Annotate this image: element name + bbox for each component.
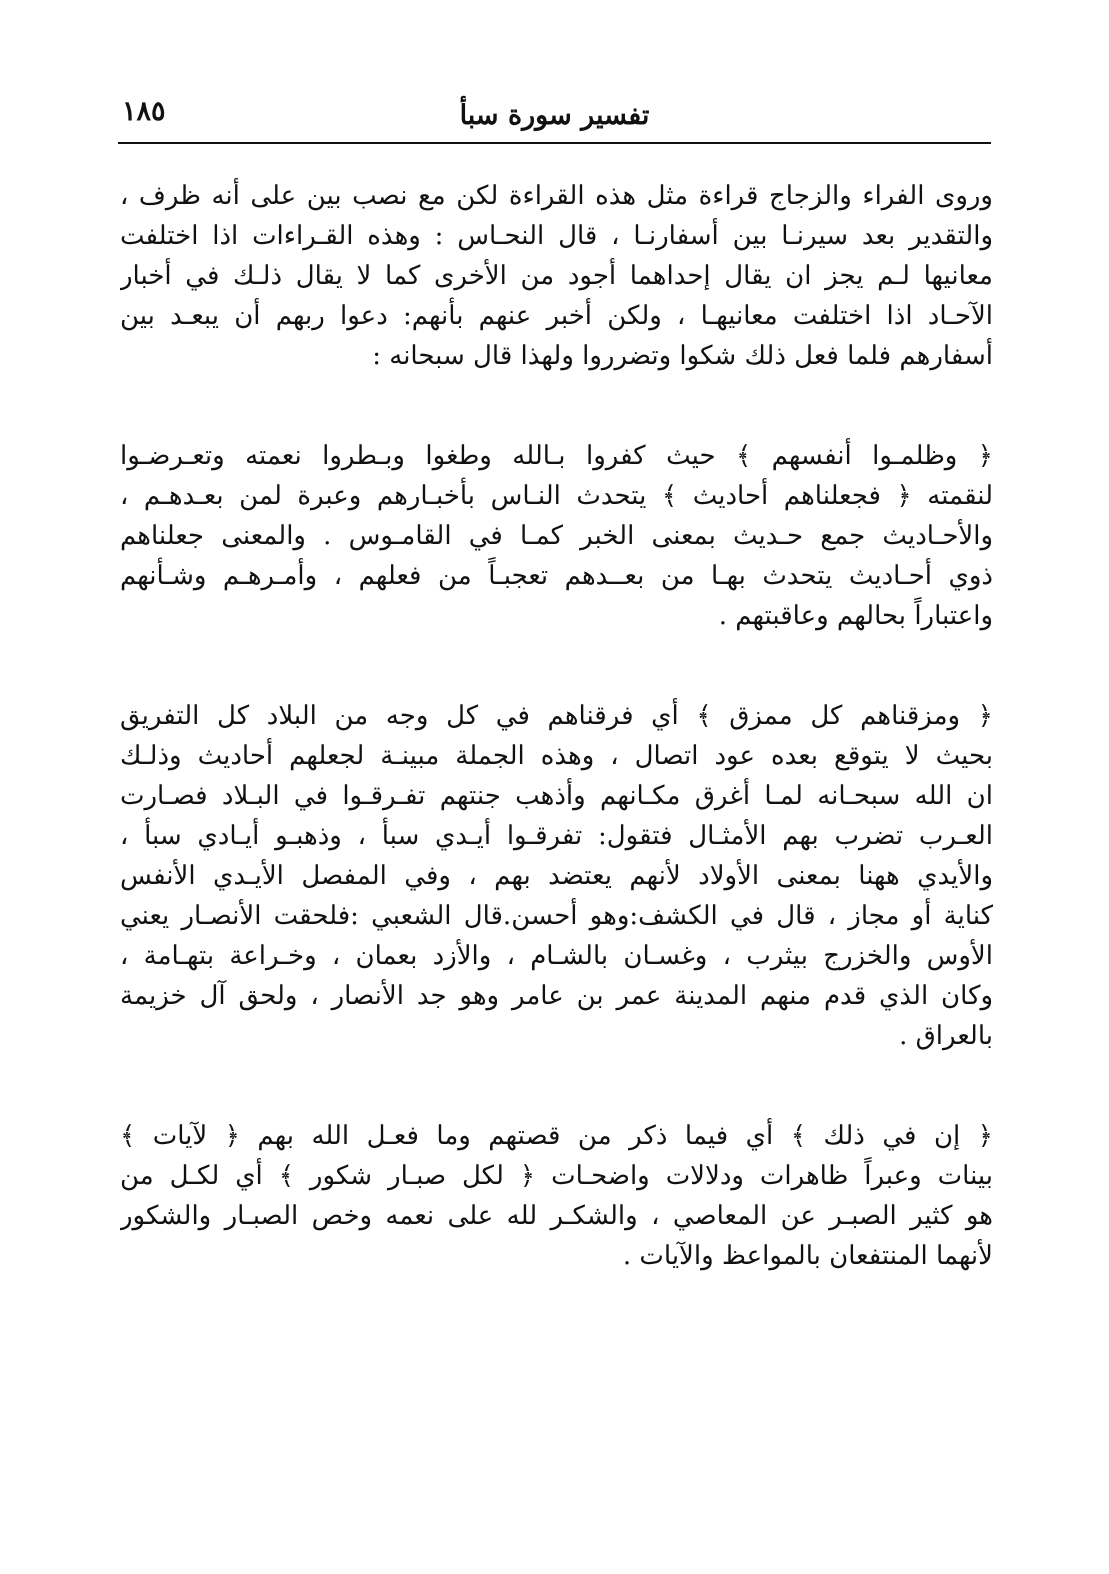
text-line: العـرب تضرب بهم الأمثـال فتقول: تفرقـوا أيـدي سبأ ، وذهبـو أيـادي سبأ ، [120, 821, 993, 851]
text-line: معانيها لـم يجز ان يقال إحداهما أجود من الأخرى كما لا يقال ذلـك في أخبار [120, 261, 993, 291]
text-line: ﴿ وظلمـوا أنفسهم ﴾ حيث كفروا بـالله وطغوا وبـطروا نعمته وتعـرضـوا [120, 441, 993, 471]
text-line: الأوس والخزرج بيثرب ، وغسـان بالشـام ، والأزد بعمان ، وخـراعة بتهـامة ، [120, 941, 993, 971]
text-line: ذوي أحـاديث يتحدث بهـا من بعــدهم تعجبـاً من فعلهم ، وأمـرهـم وشـأنهم [120, 561, 993, 591]
text-line: بالعراق . [899, 1021, 993, 1051]
paragraph-2 [120, 436, 993, 636]
text-line: واعتباراً بحالهم وعاقبتهم . [718, 601, 993, 631]
running-title: تفسير سورة سبأ [459, 100, 650, 131]
text-line: والتقدير بعد سيرنـا بين أسفارنـا ، قال النحـاس : وهذه القـراءات اذا اختلفت [120, 221, 993, 251]
page-body [120, 176, 993, 1276]
page-number: ١٨٥ [122, 96, 166, 127]
paragraph-1 [120, 176, 993, 376]
text-line: بينات وعبراً ظاهرات ودلالات واضحـات ﴿ لكل صبـار شكور ﴾ أي لكـل من [120, 1161, 993, 1191]
text-line: كناية أو مجاز ، قال في الكشف:وهو أحسن.قال الشعبي :فلحقت الأنصـار يعني [120, 901, 993, 931]
text-line: ﴿ ومزقناهم كل ممزق ﴾ أي فرقناهم في كل وجه من البلاد كل التفريق [120, 701, 993, 731]
header-rule [118, 142, 991, 144]
text-line: ﴿ إن في ذلك ﴾ أي فيما ذكر من قصتهم وما فعـل الله بهم ﴿ لآيات ﴾ [120, 1121, 993, 1151]
text-line: بحيث لا يتوقع بعده عود اتصال ، وهذه الجملة مبينـة لجعلهم أحاديث وذلـك [120, 741, 993, 771]
text-line: هو كثير الصبـر عن المعاصي ، والشكـر لله على نعمه وخص الصبـار والشكور [120, 1201, 993, 1231]
text-line: وكان الذي قدم منهم المدينة عمر بن عامر وهو جد الأنصار ، ولحق آل خزيمة [120, 981, 993, 1011]
text-line: لأنهما المنتفعان بالمواعظ والآيات . [622, 1241, 993, 1271]
text-line: الآحـاد اذا اختلفت معانيهـا ، ولكن أخبر عنهم بأنهم: دعوا ربهم أن يبعـد بين [120, 301, 993, 331]
text-line: والأيدي ههنا بمعنى الأولاد لأنهم يعتضد بهم ، وفي المفصل الأيـدي الأنفس [120, 861, 993, 891]
text-line: وروى الفراء والزجاج قراءة مثل هذه القراءة لكن مع نصب بين على أنه ظرف ، [120, 181, 993, 211]
page-header [118, 88, 991, 136]
paragraph-4 [120, 1116, 993, 1276]
text-line: والأحـاديث جمع حـديث بمعنى الخبر كمـا في القامـوس . والمعنى جعلناهم [120, 521, 993, 551]
text-line: ان الله سبحـانه لمـا أغرق مكـانهم وأذهب جنتهم تفـرقـوا في البـلاد فصـارت [120, 781, 993, 811]
text-line: أسفارهم فلما فعل ذلك شكوا وتضرروا ولهذا قال سبحانه : [372, 341, 993, 371]
paragraph-3 [120, 696, 993, 1056]
text-line: لنقمته ﴿ فجعلناهم أحاديث ﴾ يتحدث النـاس بأخبـارهم وعبرة لمن بعـدهـم ، [120, 481, 993, 511]
